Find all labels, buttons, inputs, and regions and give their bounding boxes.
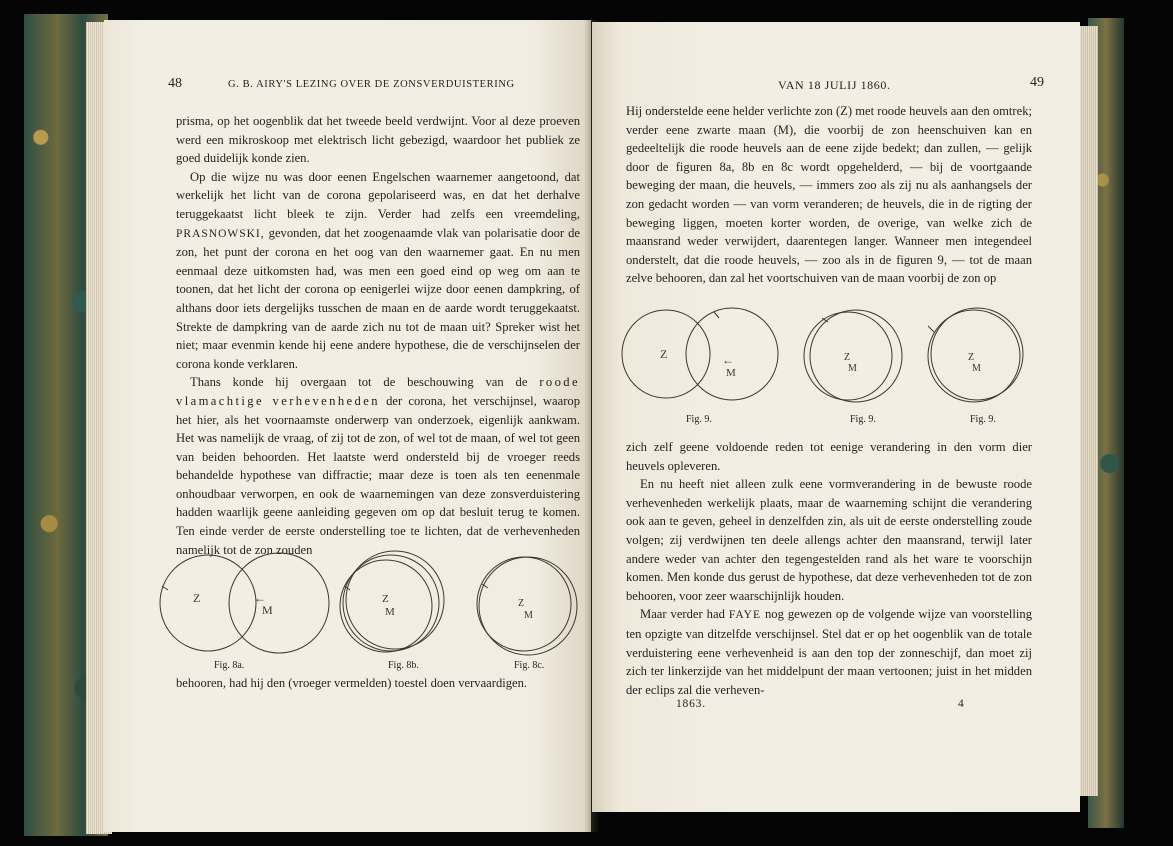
paragraph: En nu heeft niet alleen zulk eene vormverandering in de bewuste roode verhevenheden werkelijk plaats, maar de waarneming schijnt die verandering ook aan te geven, geheel in denzelfden zin, als uit de eerste onderstelling zoude volgen; zij verdwijnen ten deele allengs achter den maansrand, terwijl later andere weder van achter den tegengestelden rand als het ware te voorschijn komen. Men konde dus gerust de hypothese, dat deze verhevenheden tot de zon behooren, voor zeer waarschijnlijk houden. (626, 477, 1032, 603)
paragraph: prisma, op het oogenblik dat het tweede beeld verdwijnt. Voor al deze proeven werd een mikroskoop met elektrisch licht gebezigd, waardoor het publiek ze goed duidelijk konde zien. (176, 114, 580, 166)
sun-label: Z (660, 347, 668, 361)
arrow-label: ← (722, 353, 734, 367)
body-text-bottom (176, 674, 586, 693)
figure-caption: Fig. 8b. (388, 660, 419, 671)
signature-mark: 4 (958, 698, 965, 710)
moon-label: M (524, 610, 533, 621)
paragraph: Hij onderstelde eene helder verlichte zon (Z) met roode heuvels aan den omtrek; verder eene zwarte maan (M), die voorbij de zon heenschuiven kan en gedeeltelijk die roode heuvels aan de eene zijde bedekt; dan zullen, — gelijk door de figuren 8a, 8b en 8c wordt opgehelderd, — bij de voortgaande beweging der maan, die heuvels, — immers zoo als zij nu als aanhangsels der zon gedacht worden — van vorm veranderen; de heuvels, die in de rigting der beweging liggen, moeten korter worden, de overige, van welke zich de maansrand weder verwijdert, daarentegen langer. Wanneer men integendeel onderstelt, dat die roode heuvels, — zoo als in de figuren 9, — tot de maan zelve behooren, dan zal het voortschuiven van de maan voorbij de zon op (626, 104, 1032, 286)
sun-label: Z (844, 352, 851, 363)
figure-9c (920, 304, 1030, 404)
author-name: PRASNOWSKI, (176, 227, 265, 240)
left-page (104, 20, 591, 832)
sun-label: Z (968, 352, 975, 363)
moon-label: M (972, 363, 981, 374)
figure-9a (618, 306, 798, 406)
moon-label: M (262, 603, 273, 617)
sun-label: Z (518, 598, 525, 609)
paragraph: Op die wijze nu was door eenen Engelschen waarnemer aangetoond, dat werkelijk het licht van de corona gepolariseerd was, en dat het derhalve teruggekaatst licht bleek te zijn. Verder had zelfs een vreemdeling, PRASNOWSKI, gevonden, dat het zoogenaamde vlak van polarisatie door de zon, het punt der corona en het oog van den waarnemer gaat. En nu men eenmaal deze uitkomsten had, was men een goed eind op weg om aan te toonen, dat het licht der corona op eenigerlei wijze door eenen dampkring, of althans door iets dergelijks tusschen de maan en de aarde wordt teruggekaatst. Strekte de dampkring van de aarde zich nu tot de maan uit? Spreker wist het niet; maar evenmin kende hij eene andere hypothese, die de verschijnselen der corona konde verklaren. (176, 169, 580, 371)
paragraph: zich zelf geene voldoende reden tot eenige verandering in den vorm dier heuvels opleveren. (626, 440, 1032, 473)
paragraph: Maar verder had FAYE nog gewezen op de volgende wijze van voorstelling ten opzigte van ditzelfde verschijnsel. Stel dat er op het oogenblik van de totale verduistering eene verhevenheid is aan den top der zonneschijf, dan moet zij zich ter linkerzijde van het middelpunt der maan vertoonen; juist in het midden der eclips zal die verheven- (626, 607, 1032, 697)
paragraph: Thans konde hij overgaan tot de beschouwing van de roode vlamachtige verhevenheden der corona, het verschijnsel, waarop het hier, als het voornaamste onderwerp van onderzoek, eigenlijk aankwam. Het was namelijk de vraag, of zij tot de zon, of wel tot de maan, of wel tot geen van beiden behoorden. Het laatste werd ondersteld bij de vroeger reeds behandelde hypothese van diffractie; maar deze is toen als ten eenenmale onhoudbaar verworpen, en ook de waarnemingen van deze zonsverduistering hadden waarlijk geene aanleiding gegeven om op dat besluit terug te komen. Ten einde verder de eerste onderstelling toe te lichten, dat de verhevenheden namelijk tot de zon zouden (176, 375, 580, 557)
figure-caption: Fig. 8a. (214, 660, 245, 671)
right-page (592, 22, 1080, 812)
figure-caption: Fig. 8c. (514, 660, 545, 671)
body-text-top (176, 112, 580, 559)
figure-caption: Fig. 9. (850, 414, 876, 425)
body-text-top (626, 102, 1032, 288)
paragraph: behooren, had hij den (vroeger vermelden) toestel doen vervaardigen. (176, 676, 528, 690)
page-number: 48 (168, 76, 182, 91)
sun-label: Z (193, 591, 201, 605)
arrow-label: ← (254, 591, 266, 605)
running-head: G. B. AIRY'S LEZING OVER DE ZONSVERDUISTERING (228, 79, 515, 90)
footer-year: 1863. (676, 698, 706, 710)
moon-label: M (848, 363, 857, 374)
sun-label: Z (382, 593, 389, 605)
running-head: VAN 18 JULIJ 1860. (778, 78, 891, 92)
body-text-bottom (626, 438, 1032, 699)
moon-label: M (726, 367, 736, 379)
emphasis: roode vlamachtige verhevenheden (176, 375, 580, 408)
moon-label: M (385, 606, 395, 618)
figure-9b (800, 304, 910, 404)
figure-caption: Fig. 9. (686, 414, 712, 425)
figure-8b (336, 546, 446, 656)
figure-caption: Fig. 9. (970, 414, 996, 425)
page-number: 49 (1030, 75, 1044, 90)
figure-8c (466, 546, 576, 656)
figure-8a (144, 546, 334, 656)
author-name: FAYE (728, 609, 761, 622)
